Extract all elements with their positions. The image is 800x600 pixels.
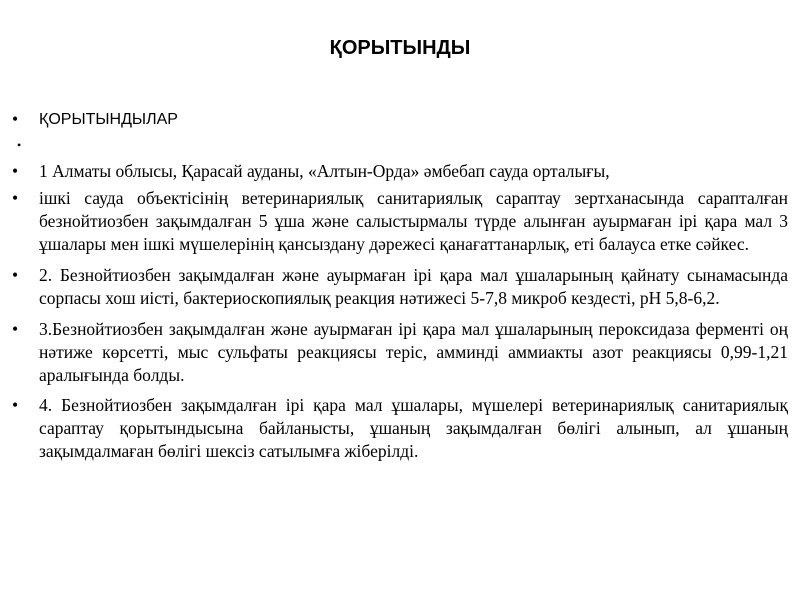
bullet-icon: •	[12, 395, 19, 415]
bullet-list	[12, 108, 788, 463]
list-item	[12, 160, 788, 183]
list-item-text: 3.Безнойтиозбен зақымдалған және ауырмаған ірі қара мал ұшаларының пероксидаза ферменті оң нәтиже көрсетті, мыс сульфаты реакциясы теріс, амминді аммиакты азот реакциясы 0,99-1,21 аралығында болды.	[39, 319, 788, 385]
list-item-text: ішкі сауда объектісінің ветеринариялық санитариялық сараптау зертханасында сарапталған безнойтиозбен зақымдалған 5 ұша және салыстырмалы түрде алынған ауырмаған ірі қара мал 3 ұшалары мен ішкі мүшелерінің қансыздану дәрежесі қанағаттанарлық, еті балауса етке сәйкес.	[39, 188, 788, 254]
bullet-icon: •	[12, 319, 19, 339]
list-item	[12, 394, 788, 463]
list-item	[12, 318, 788, 387]
list-item-empty	[12, 140, 788, 152]
list-item-text: 1 Алматы облысы, Қарасай ауданы, «Алтын-Орда» әмбебап сауда орталығы,	[39, 161, 610, 181]
list-item-text: 4. Безнойтиозбен зақымдалған ірі қара мал ұшалары, мүшелері ветеринариялық санитариялық сараптау қорытындысына байланысты, ұшаның зақымдалған бөлігі алынып, ал ұшаның зақымдалмаған бөлігі шексіз сатылымға жіберілді.	[39, 395, 788, 461]
slide-content	[12, 104, 788, 463]
list-item-text: 2. Безнойтиозбен зақымдалған және ауырмаған ірі қара мал ұшаларының қайнату сынамасында сорпасы хош иісті, бактериоскопиялық реакция нәтижесі 5-7,8 микроб кездесті, рН 5,8-6,2.	[39, 265, 788, 308]
list-item-text: ҚОРЫТЫНДЫЛАР	[39, 111, 178, 128]
bullet-icon: •	[12, 188, 19, 208]
list-item-heading	[12, 108, 788, 131]
list-item	[12, 264, 788, 310]
bullet-icon: •	[17, 138, 22, 152]
slide-title: ҚОРЫТЫНДЫ	[329, 37, 471, 59]
list-item	[12, 187, 788, 256]
bullet-icon: •	[12, 265, 19, 285]
bullet-icon: •	[12, 161, 19, 181]
bullet-icon: •	[12, 109, 19, 129]
